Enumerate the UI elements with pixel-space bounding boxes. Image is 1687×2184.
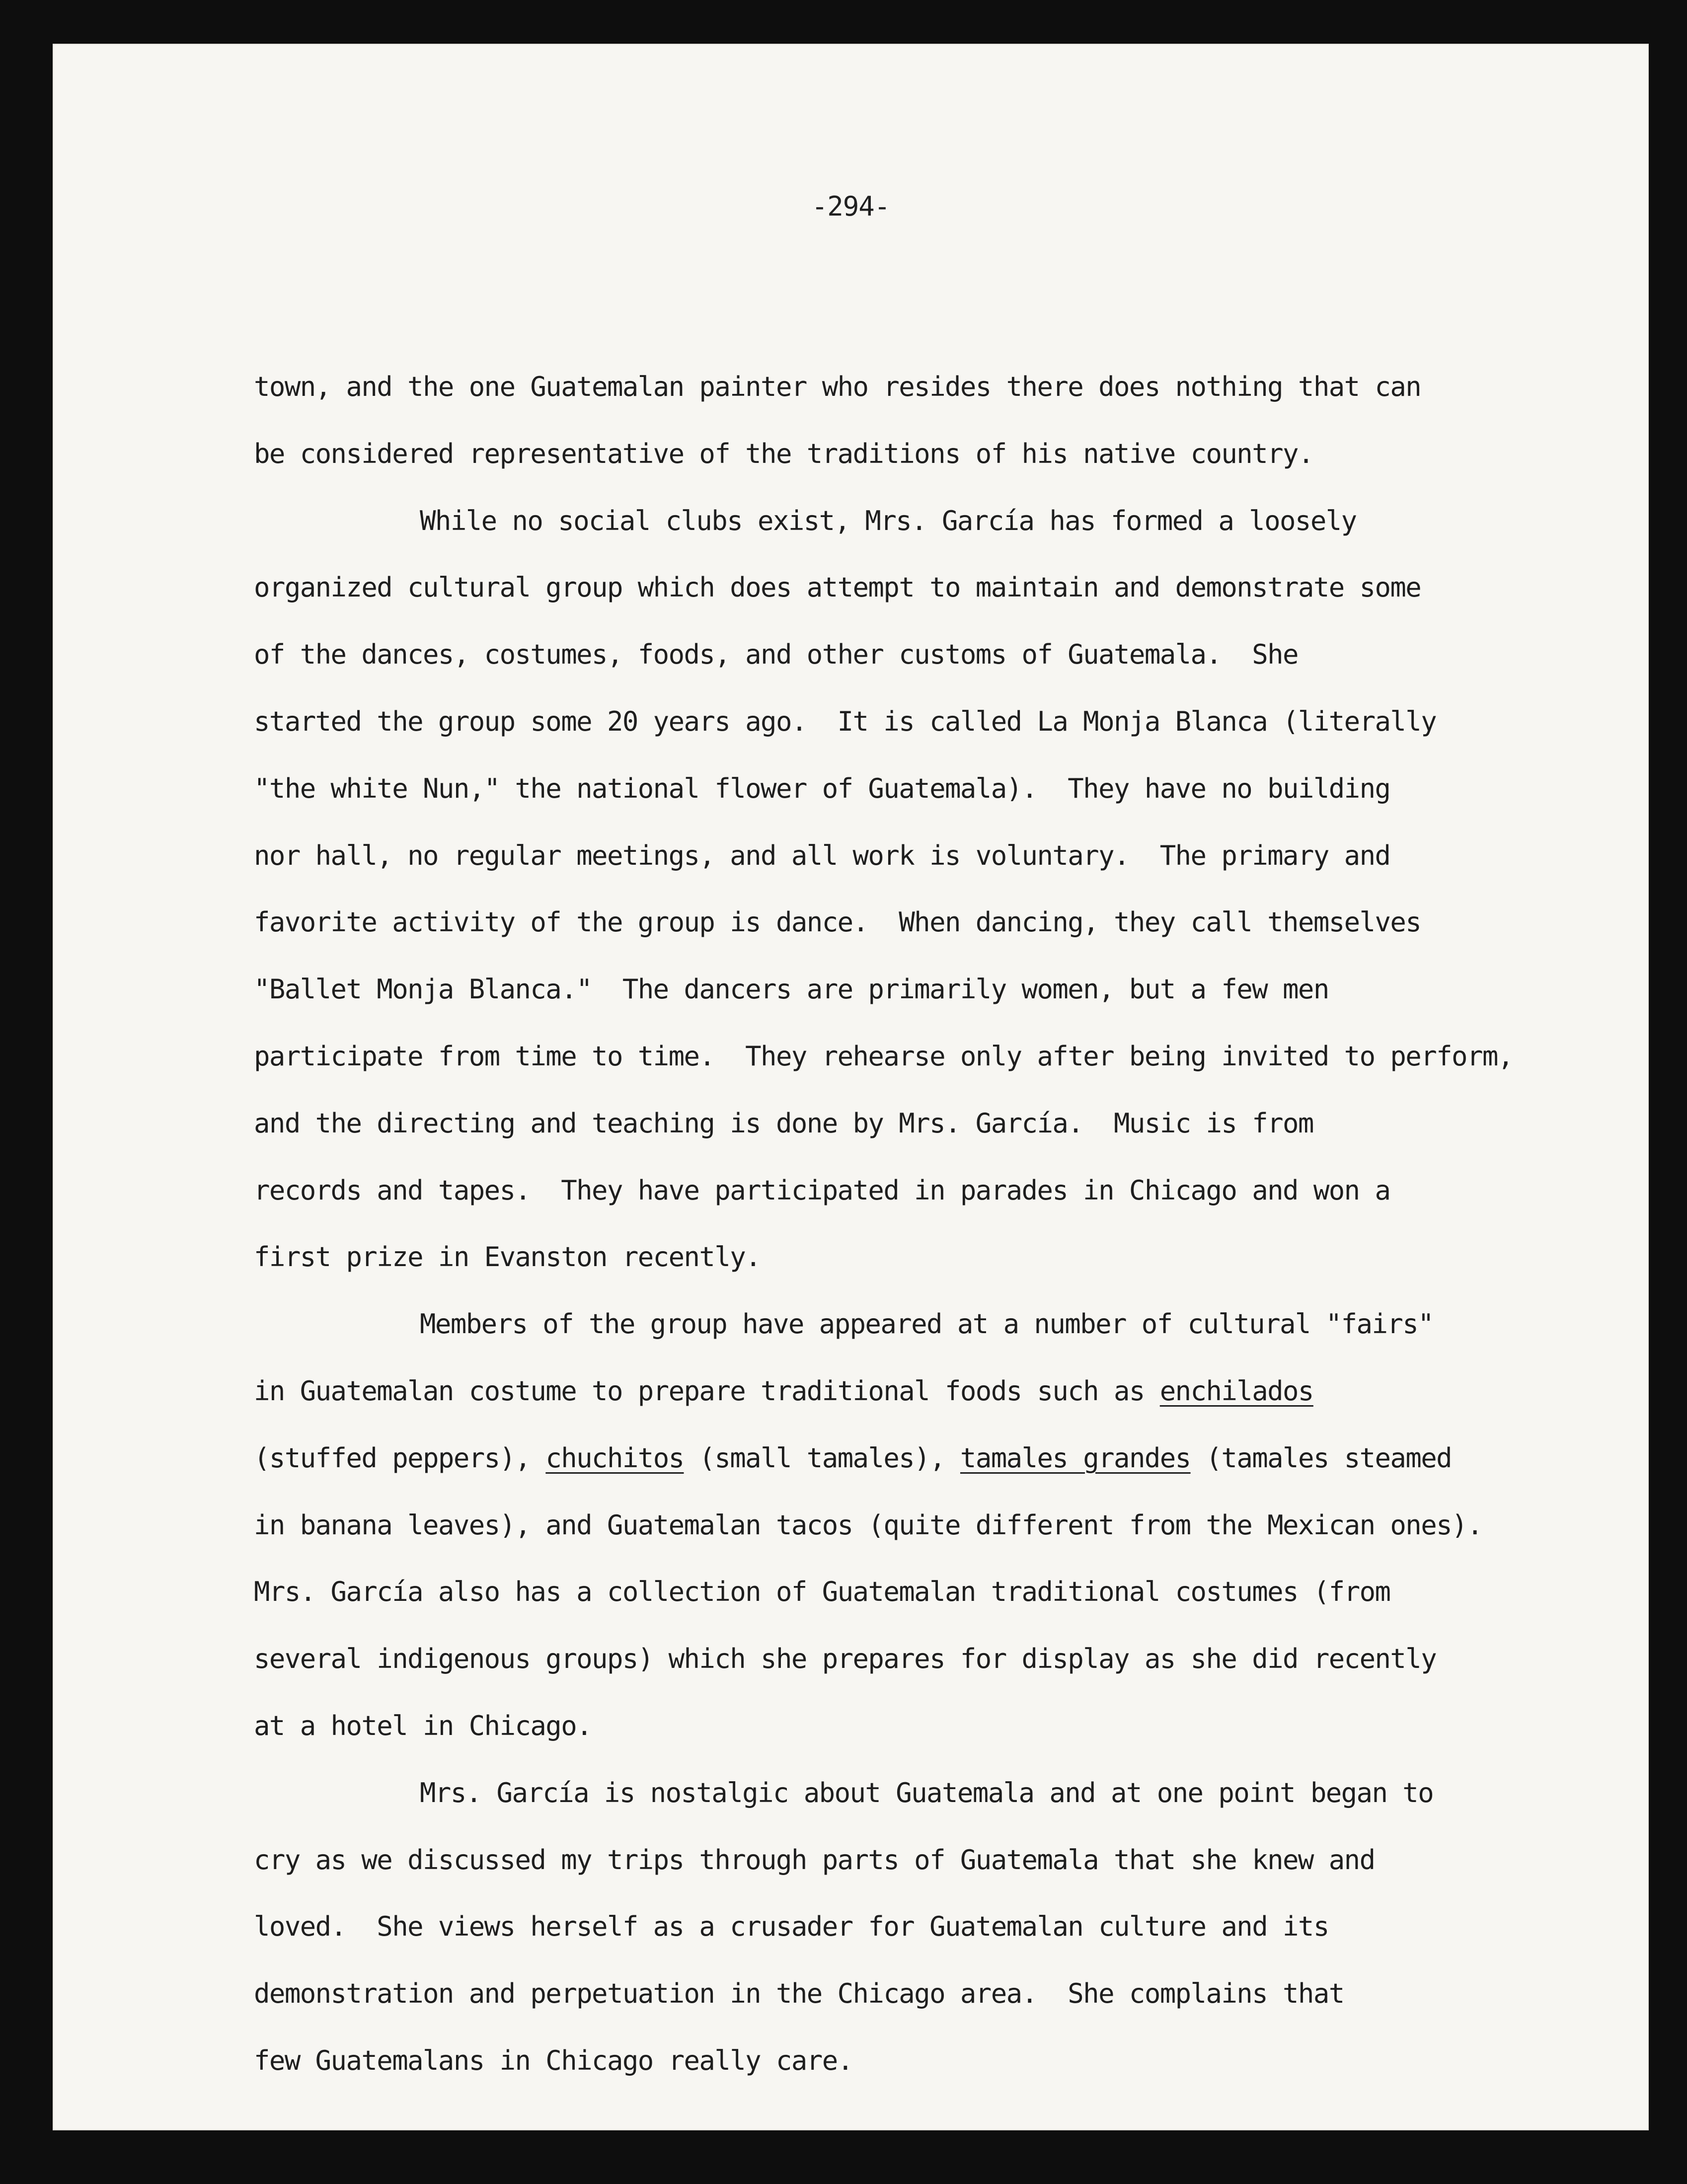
- text-line: records and tapes. They have participated in parades in Chicago and won a: [254, 1174, 1390, 1206]
- body-text: [254, 354, 1645, 2095]
- text-line: and the directing and teaching is done by Mrs. García. Music is from: [254, 1107, 1313, 1139]
- text-line: Members of the group have appeared at a number of cultural "fairs": [420, 1308, 1434, 1340]
- text-line: few Guatemalans in Chicago really care.: [254, 2044, 853, 2076]
- text-line: Mrs. García is nostalgic about Guatemala and at one point began to: [420, 1777, 1434, 1808]
- text-line: at a hotel in Chicago.: [254, 1710, 592, 1741]
- text-line: [254, 1425, 1645, 1492]
- text-line: cry as we discussed my trips through parts of Guatemala that she knew and: [254, 1844, 1375, 1876]
- text-line: [254, 1358, 1645, 1425]
- text-line: nor hall, no regular meetings, and all work is voluntary. The primary and: [254, 839, 1390, 871]
- text-line: favorite activity of the group is dance. When dancing, they call themselves: [254, 906, 1421, 938]
- text-segment: in Guatemalan costume to prepare traditional foods such as: [254, 1375, 1160, 1407]
- text-line: organized cultural group which does attempt to maintain and demonstrate some: [254, 572, 1421, 603]
- text-line: demonstration and perpetuation in the Chicago area. She complains that: [254, 1978, 1344, 2010]
- text-line: participate from time to time. They rehearse only after being invited to perform,: [254, 1040, 1513, 1072]
- text-line: "the white Nun," the national flower of Guatemala). They have no building: [254, 772, 1390, 804]
- underlined-term: chuchitos: [545, 1442, 684, 1474]
- text-line: started the group some 20 years ago. It is called La Monja Blanca (literally: [254, 705, 1437, 737]
- text-line: Mrs. García also has a collection of Guatemalan traditional costumes (from: [254, 1576, 1390, 1608]
- text-segment: (small tamales),: [684, 1442, 960, 1474]
- page-number: -294-: [811, 191, 890, 222]
- underlined-term: tamales grandes: [960, 1442, 1191, 1474]
- text-line: "Ballet Monja Blanca." The dancers are primarily women, but a few men: [254, 974, 1329, 1005]
- text-segment: (stuffed peppers),: [254, 1442, 546, 1474]
- text-line: be considered representative of the traditions of his native country.: [254, 438, 1313, 469]
- text-line: town, and the one Guatemalan painter who resides there does nothing that can: [254, 371, 1421, 402]
- document-page: [53, 44, 1649, 2130]
- text-line: of the dances, costumes, foods, and other customs of Guatemala. She: [254, 639, 1298, 671]
- text-line: loved. She views herself as a crusader for Guatemalan culture and its: [254, 1911, 1329, 1943]
- text-line: in banana leaves), and Guatemalan tacos (quite different from the Mexican ones).: [254, 1509, 1482, 1541]
- text-line: several indigenous groups) which she prepares for display as she did recently: [254, 1643, 1437, 1675]
- text-segment: (tamales steamed: [1190, 1442, 1452, 1474]
- underlined-term: enchilados: [1159, 1375, 1313, 1407]
- text-line: first prize in Evanston recently.: [254, 1241, 761, 1273]
- text-line: While no social clubs exist, Mrs. García has formed a loosely: [420, 505, 1357, 536]
